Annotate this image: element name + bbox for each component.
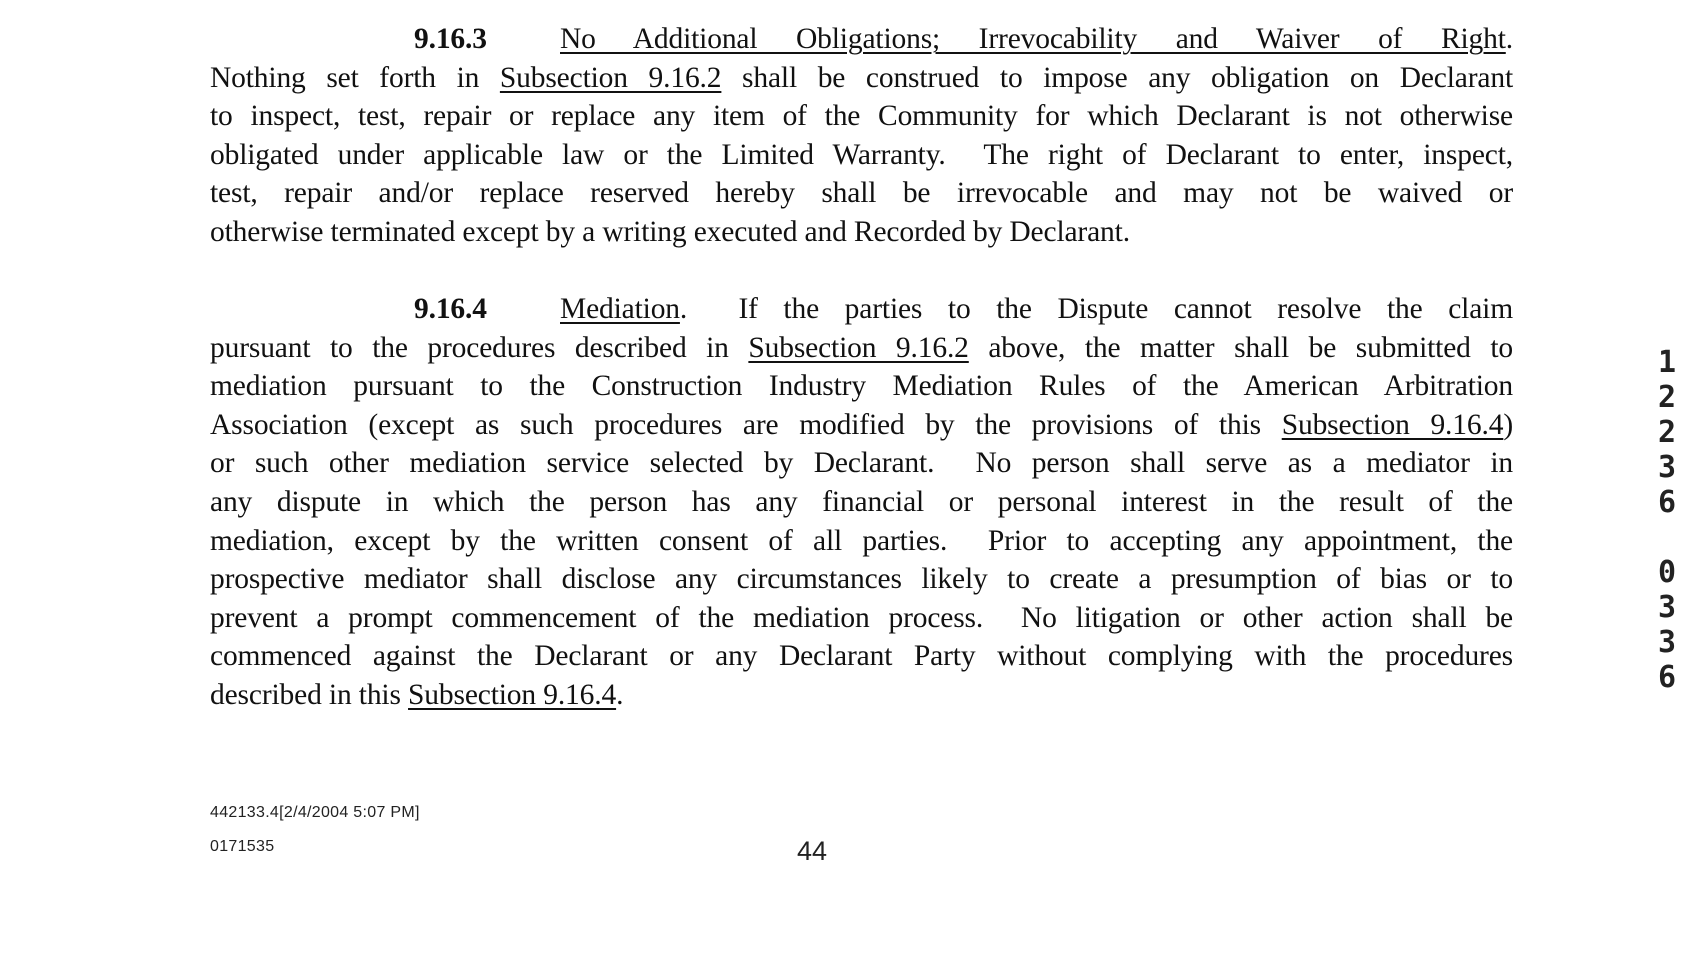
- subsection-reference: Subsection 9.16.2: [499, 61, 722, 94]
- subsection-reference: Subsection 9.16.2: [748, 331, 969, 364]
- stamp-digit: 6: [1657, 660, 1677, 695]
- body-text: any dispute in which the person has any financial or personal interest in the result of the: [210, 485, 1513, 518]
- stamp-digit: 3: [1657, 625, 1677, 660]
- body-line: [210, 136, 1513, 175]
- body-text: Association (except as such procedures are modified by the provisions of this: [210, 408, 1282, 441]
- body-text: commenced against the Declarant or any Declarant Party without complying with the procedures: [210, 640, 1513, 673]
- footer-doc-code: 442133.4[2/4/2004 5:07 PM]: [210, 804, 420, 821]
- body-text: obligated under applicable law or the Limited Warranty. The right of Declarant to enter, inspect,: [210, 138, 1513, 171]
- section-body: [210, 329, 1513, 715]
- subsection-reference: Subsection 9.16.4: [408, 678, 617, 711]
- recording-number-stamp: [1652, 345, 1682, 695]
- body-text: .: [616, 678, 624, 711]
- section-heading: Mediation: [560, 293, 680, 325]
- body-text: described in this: [210, 678, 409, 711]
- body-text: test, repair and/or replace reserved hereby shall be irrevocable and may not be waived or: [210, 177, 1513, 210]
- section-heading-end: .: [679, 293, 688, 325]
- body-line: [210, 676, 1513, 715]
- body-text: prevent a prompt commencement of the mediation process. No litigation or other action shall be: [210, 601, 1513, 634]
- body-line: [210, 560, 1513, 599]
- stamp-digit: 3: [1657, 590, 1677, 625]
- section-number: 9.16.4: [414, 293, 487, 325]
- subsection-reference: Subsection 9.16.4: [1281, 408, 1504, 441]
- section-number: 9.16.3: [414, 23, 487, 55]
- body-text: above, the matter shall be submitted to: [968, 331, 1513, 364]
- body-line: [210, 97, 1513, 136]
- stamp-digit: 0: [1657, 555, 1677, 590]
- body-text: shall be construed to impose any obligation on Declarant: [721, 61, 1513, 94]
- stamp-digit: 2: [1657, 415, 1677, 450]
- body-line: [210, 367, 1513, 406]
- body-line: [210, 59, 1513, 98]
- section-heading: No Additional Obligations; Irrevocability and Waiver of Right: [560, 23, 1506, 55]
- section-heading-end: .: [1505, 23, 1513, 55]
- body-text: to inspect, test, repair or replace any item of the Community for which Declarant is not otherwise: [210, 100, 1513, 133]
- stamp-digit: 3: [1657, 450, 1677, 485]
- body-line: [210, 522, 1513, 561]
- body-line: [210, 406, 1513, 445]
- body-text: prospective mediator shall disclose any circumstances likely to create a presumption of bias or to: [210, 563, 1513, 596]
- body-text: Nothing set forth in: [210, 61, 500, 94]
- section-9-16-4: [210, 290, 1513, 715]
- stamp-digit: 2: [1657, 380, 1677, 415]
- body-text: or such other mediation service selected by Declarant. No person shall serve as a mediator in: [210, 447, 1513, 480]
- stamp-digit: 6: [1657, 485, 1677, 520]
- section-heading-line: [210, 20, 1513, 59]
- body-text: mediation pursuant to the Construction Industry Mediation Rules of the American Arbitration: [210, 370, 1513, 403]
- body-text: ): [1503, 408, 1513, 441]
- section-first-line-text: If the parties to the Dispute cannot resolve the claim: [687, 293, 1513, 325]
- body-line: [210, 174, 1513, 213]
- body-line: [210, 329, 1513, 368]
- page-number: 44: [797, 836, 828, 866]
- body-line: [210, 483, 1513, 522]
- stamp-top-digits: [1652, 345, 1682, 520]
- body-line: [210, 637, 1513, 676]
- body-text: pursuant to the procedures described in: [210, 331, 749, 364]
- section-body: [210, 59, 1513, 252]
- stamp-digit: 1: [1657, 345, 1677, 380]
- footer-file-code: 0171535: [210, 838, 275, 855]
- section-heading-line: [210, 290, 1513, 329]
- body-line: [210, 444, 1513, 483]
- stamp-bottom-digits: [1652, 555, 1682, 695]
- stamp-gap: [1652, 520, 1682, 555]
- section-9-16-3: [210, 20, 1513, 252]
- body-line: [210, 599, 1513, 638]
- body-text: mediation, except by the written consent of all parties. Prior to accepting any appointment, the: [210, 524, 1513, 557]
- body-line: [210, 213, 1513, 252]
- body-text: otherwise terminated except by a writing executed and Recorded by Declarant.: [210, 215, 1130, 248]
